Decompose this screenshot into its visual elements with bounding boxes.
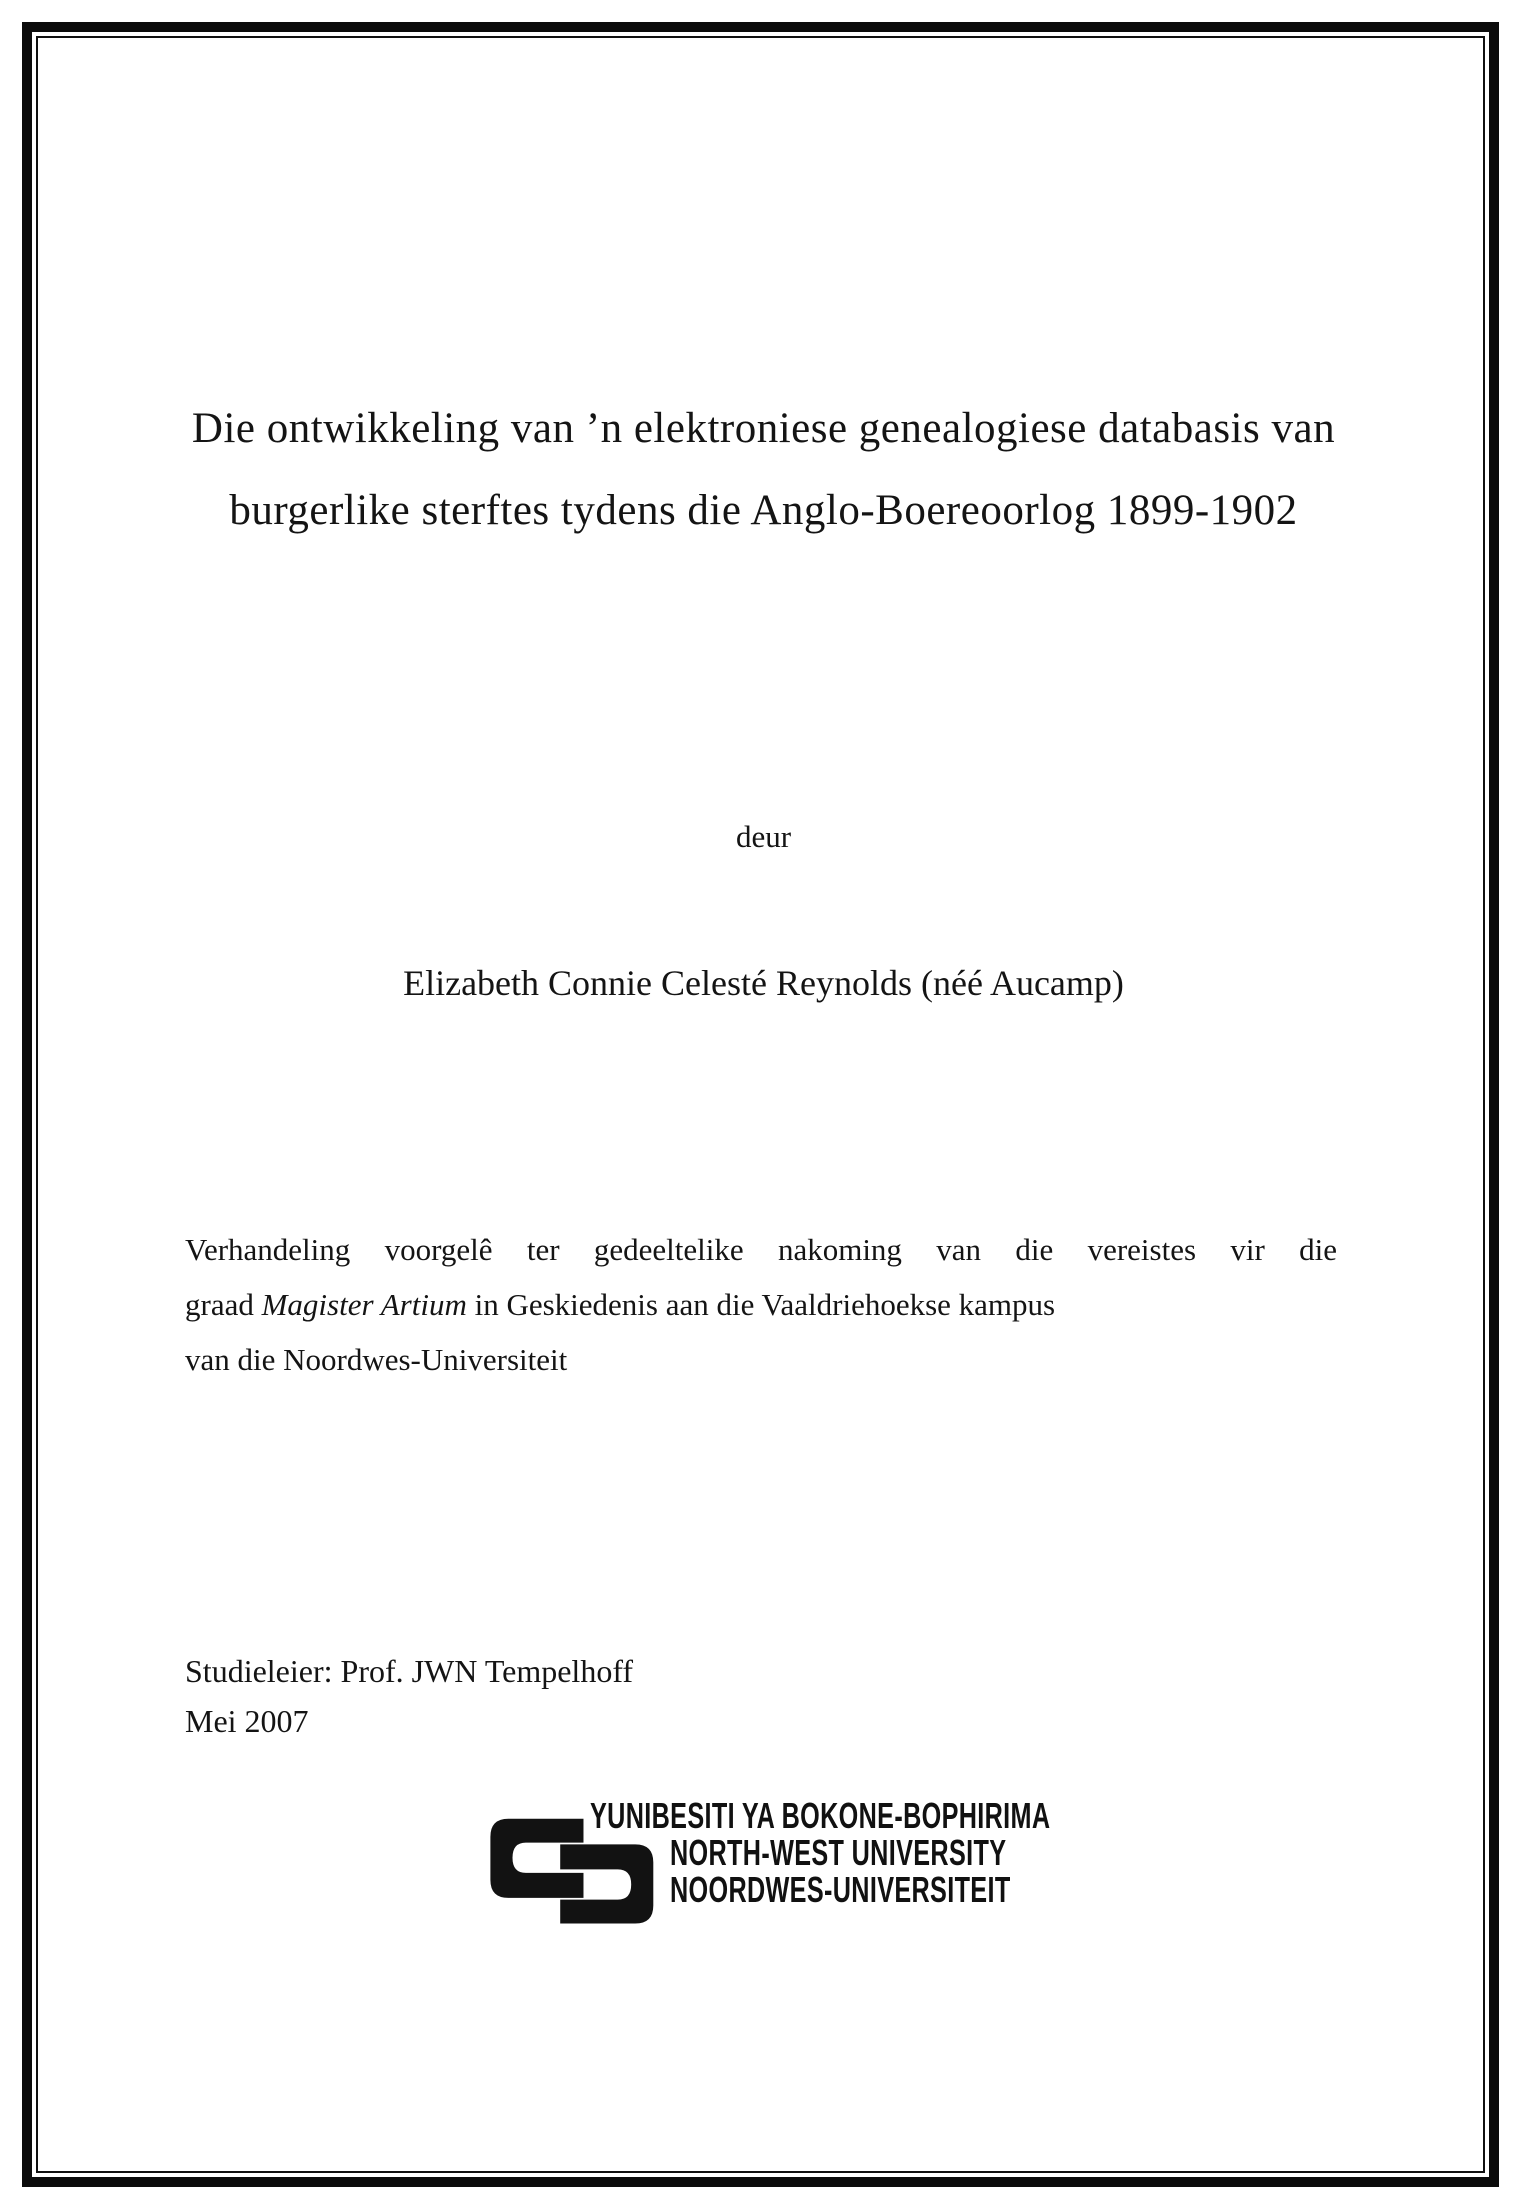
statement-line1: Verhandeling voorgelê ter gedeeltelike nakoming van die vereistes vir die bbox=[185, 1232, 1337, 1267]
statement-line2-suffix: in Geskiedenis aan die Vaaldriehoekse kampus bbox=[466, 1287, 1056, 1322]
author-name: Elizabeth Connie Celesté Reynolds (néé Aucamp) bbox=[403, 963, 1124, 1003]
statement-line3: van die Noordwes-Universiteit bbox=[185, 1342, 568, 1377]
thesis-title-line2: burgerlike sterftes tydens die Anglo-Boereoorlog 1899-1902 bbox=[229, 487, 1298, 534]
university-name-block bbox=[590, 1797, 1248, 1908]
university-name-setswana: YUNIBESITI YA BOKONE-BOPHIRIMA bbox=[590, 1795, 1051, 1836]
statement-line2 bbox=[185, 1277, 1337, 1332]
statement-line2-prefix: graad bbox=[185, 1287, 262, 1322]
date-line: Mei 2007 bbox=[185, 1703, 309, 1739]
statement-degree-italic: Magister Artium bbox=[261, 1287, 467, 1322]
thesis-title-line1: Die ontwikkeling van ’n elektroniese genealogiese databasis van bbox=[191, 405, 1336, 452]
university-name-english: NORTH-WEST UNIVERSITY bbox=[670, 1832, 1007, 1873]
supervisor-block bbox=[185, 1646, 633, 1746]
byline: deur bbox=[735, 819, 792, 854]
university-name-afrikaans: NOORDWES-UNIVERSITEIT bbox=[670, 1869, 1011, 1910]
thesis-statement bbox=[185, 1222, 1337, 1387]
thesis-title bbox=[110, 388, 1417, 552]
supervisor-line: Studieleier: Prof. JWN Tempelhoff bbox=[185, 1653, 634, 1689]
